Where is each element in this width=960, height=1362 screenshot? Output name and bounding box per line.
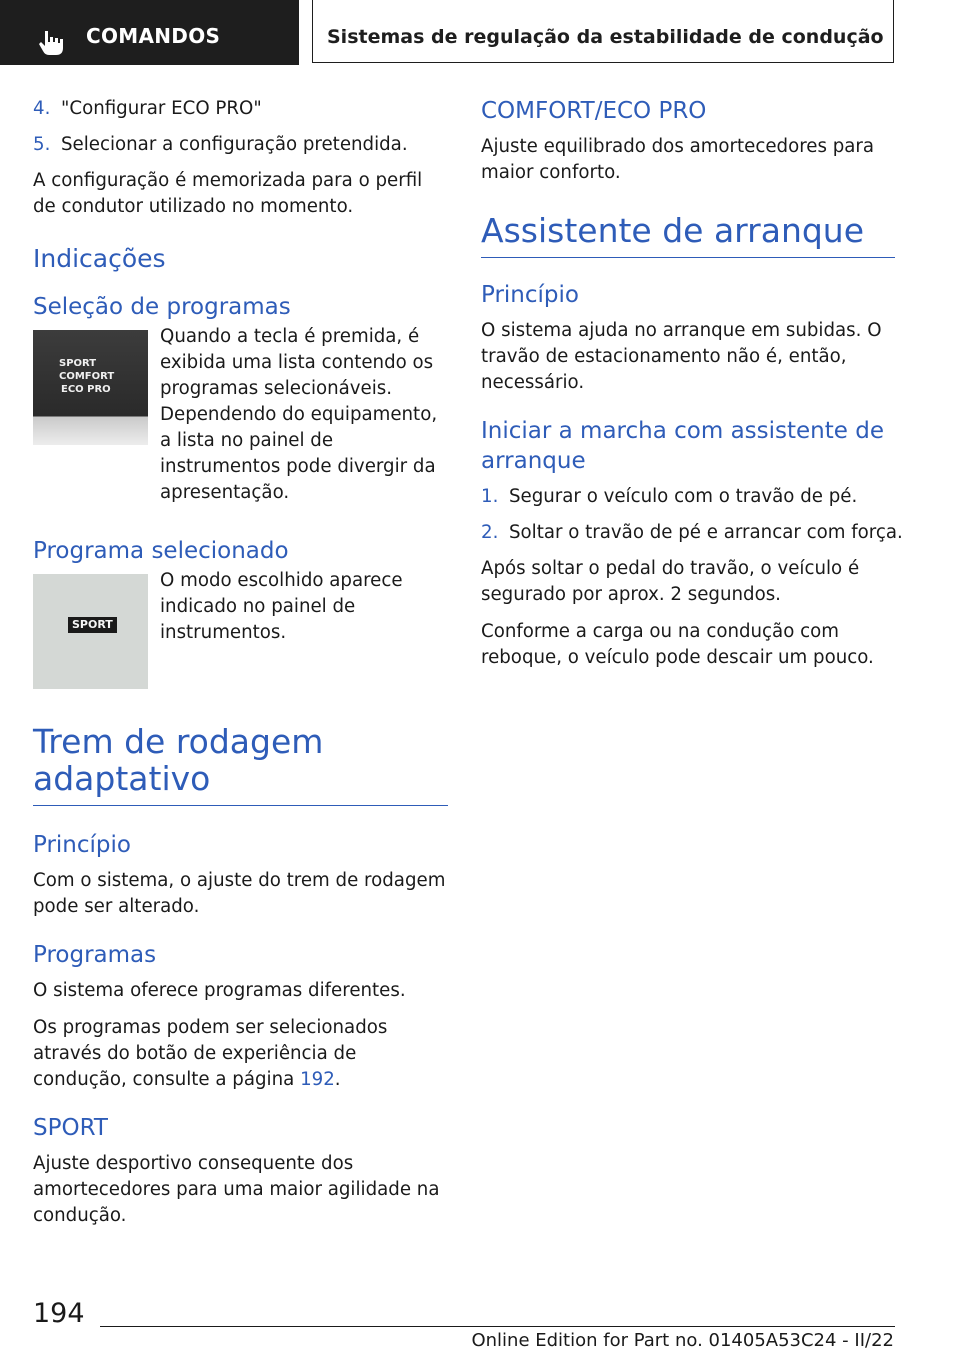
step-text: Selecionar a configuração pretendida. (61, 134, 408, 155)
selecionado-figure-row (33, 570, 448, 689)
heading-assistente-arranque: Assistente de arranque (481, 212, 895, 258)
step-text: Soltar o travão de pé e arrancar com força. (509, 522, 903, 543)
step-item (33, 132, 448, 158)
edition-text: Online Edition for Part no. 01405A53C24 - II/22 (471, 1330, 894, 1351)
step-item (481, 484, 895, 510)
step-number: 2. (481, 522, 499, 543)
heading-trem-rodagem: Trem de rodagem adaptativo (33, 723, 448, 806)
step-text: Segurar o veículo com o travão de pé. (509, 486, 858, 507)
chapter-title: COMANDOS (86, 24, 221, 48)
heading-selecao-programas: Seleção de programas (33, 294, 291, 320)
chapter-header (0, 0, 299, 65)
principio-assist-text: O sistema ajuda no arranque em subidas. O travão de estacionamento não é, então, necessário. (481, 320, 882, 393)
programas-text-2-body: Os programas podem ser selecionados através do botão de experiência de condução, consulte a página (33, 1017, 388, 1090)
comfort-text: Ajuste equilibrado dos amortecedores para maior conforto. (481, 136, 875, 183)
heading-principio-assist: Princípio (481, 282, 579, 308)
program-list-image (33, 330, 148, 445)
heading-programas: Programas (33, 942, 157, 968)
programas-text-2 (33, 1015, 448, 1093)
step-item (481, 520, 903, 546)
step-text: "Configurar ECO PRO" (61, 98, 262, 119)
right-column (481, 96, 903, 682)
section-title: Sistemas de regulação da estabilidade de condução (327, 26, 884, 48)
step-item (33, 96, 448, 122)
heading-iniciar-marcha: Iniciar a marcha com assistente de arranque (481, 418, 884, 474)
selecao-figure-row (33, 326, 448, 506)
program-list-menu (59, 357, 114, 396)
programas-text-1: O sistema oferece programas diferentes. (33, 980, 406, 1001)
menu-item-comfort: COMFORT (59, 371, 115, 382)
arranque-text-2: Conforme a carga ou na condução com reboque, o veículo pode descair um pouco. (481, 621, 874, 668)
selected-program-image (33, 574, 148, 689)
section-header (312, 0, 894, 63)
principio-trem-text: Com o sistema, o ajuste do trem de rodagem pode ser alterado. (33, 870, 446, 917)
footer-divider (100, 1326, 895, 1327)
programas-text-2-end: . (334, 1069, 341, 1090)
page-number: 194 (33, 1298, 85, 1329)
step-number: 1. (481, 486, 499, 507)
heading-principio-trem: Princípio (33, 832, 131, 858)
arranque-text-1: Após soltar o pedal do travão, o veículo é segurado por aprox. 2 segundos. (481, 558, 860, 605)
step-number: 4. (33, 98, 51, 119)
menu-item-eco-pro: ECO PRO (61, 384, 111, 395)
selecao-text: Quando a tecla é premida, é exibida uma lista contendo os programas selecionáveis. Dependendo do equipamento, a lista no painel de instrumentos pode divergir da apresentação. (160, 326, 438, 503)
sport-text: Ajuste desportivo consequente dos amortecedores para uma maior agilidade na condução. (33, 1153, 440, 1226)
step-number: 5. (33, 134, 51, 155)
hand-pointer-icon (36, 27, 66, 57)
heading-programa-selecionado: Programa selecionado (33, 538, 289, 564)
left-column (33, 96, 448, 1240)
memo-text: A configuração é memorizada para o perfil de condutor utilizado no momento. (33, 170, 423, 217)
heading-comfort-eco-pro: COMFORT/ECO PRO (481, 98, 707, 124)
heading-indicacoes: Indicações (33, 244, 166, 273)
page-reference-link[interactable]: 192 (300, 1069, 335, 1090)
heading-sport: SPORT (33, 1115, 108, 1141)
sport-badge: SPORT (68, 617, 117, 633)
menu-item-sport: SPORT (59, 358, 97, 369)
selecionado-text: O modo escolhido aparece indicado no painel de instrumentos. (160, 570, 403, 643)
